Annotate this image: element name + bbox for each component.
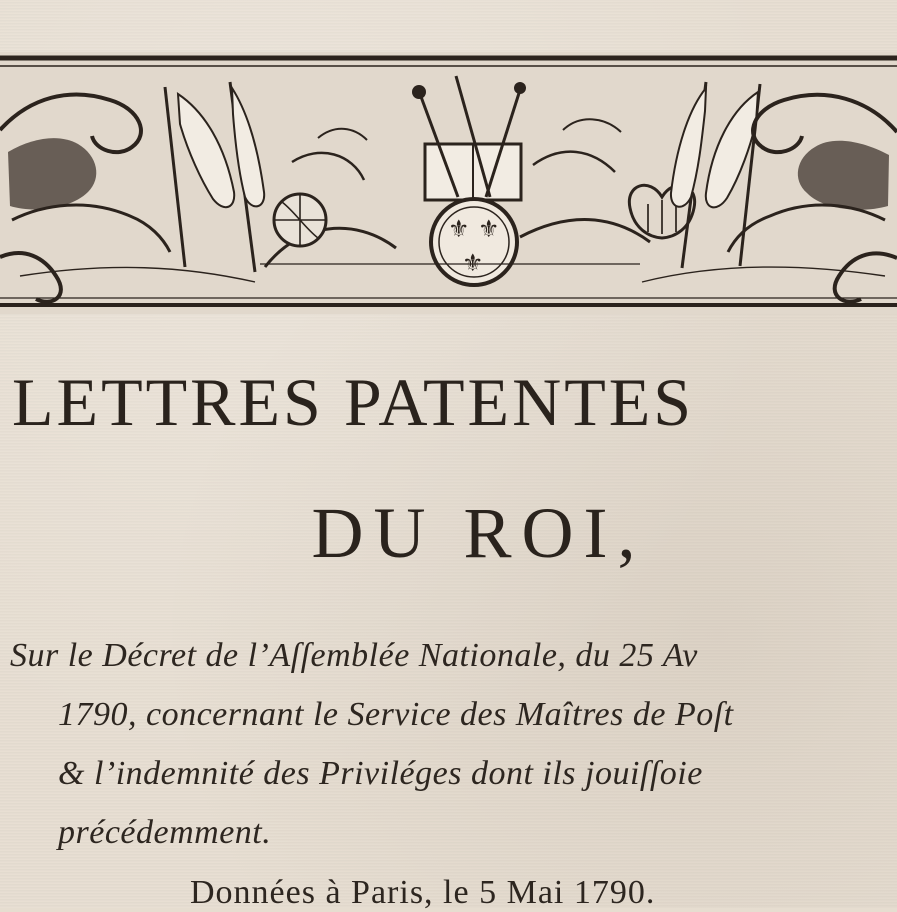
subtitle-block: [10, 626, 897, 862]
decorative-engraved-banner-icon: [0, 52, 897, 314]
svg-text:⚜: ⚜: [462, 249, 484, 277]
svg-text:⚜: ⚜: [448, 215, 470, 243]
footer-date-line: Données à Paris, le 5 Mai 1790.: [190, 874, 656, 911]
subtitle-line-4: précédemment.: [58, 814, 272, 851]
subtitle-line-2: 1790, concernant le Service des Maîtres de Poſt: [58, 696, 734, 733]
subtitle-line-3: & l’indemnité des Priviléges dont ils jouiſſoie: [58, 755, 703, 792]
title-line-2: DU ROI,: [311, 493, 646, 573]
title-line-1: LETTRES PATENTES: [12, 364, 695, 440]
decorative-banner: [0, 52, 897, 314]
subtitle-line-1: Sur le Décret de l’Aſſemblée Nationale, du 25 Av: [10, 637, 698, 674]
svg-text:⚜: ⚜: [478, 215, 500, 243]
